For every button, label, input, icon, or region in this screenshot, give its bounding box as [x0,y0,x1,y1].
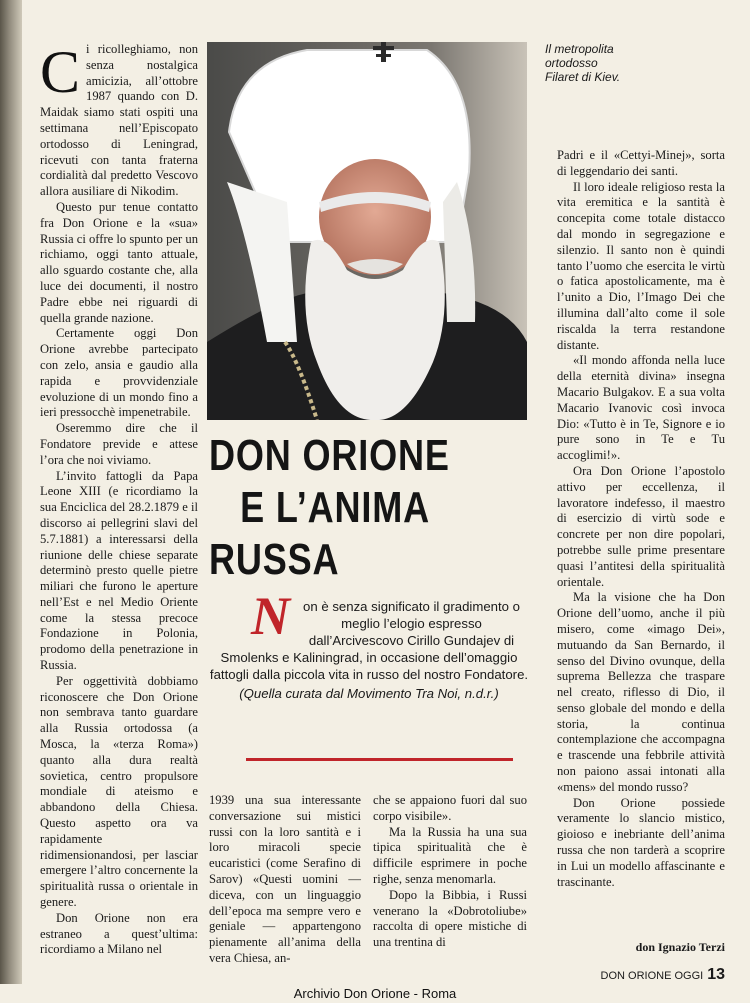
paragraph: L’invito fattogli da Papa Leone XIII (e ricordiamo la sua Enciclica del 28.2.1879 e il discorso ai pellegrini slavi del 5.7.1881) a interessarsi della riunione delle chiese separate determinò presto quelle pietre miliari che furono le aperture nell’Est e nel Medio Oriente come la stessa precoce Fondazione in Polonia, prodomo della penetrazione in Russia. [40,468,198,673]
paragraph: Questo pur tenue contatto fra Don Orione e la «sua» Russia ci offre lo spunto per un richiamo, oggi tanto attuale, allo sguardo costante che, alla luce dei documenti, il nostro Padre ebbe nei riguardi di quella grande nazione. [40,199,198,325]
paragraph: Don Orione non era estraneo a quest’ultima: ricordiamo a Milano nel [40,910,198,957]
paragraph: Ora Don Orione l’apostolo attivo per eccellenza, il lavoratore indefesso, il maestro di esercizio di virtù sode e concrete per non dire popolari, potrebbe sulle prime presentare quasi l’antitesi della spiritualità orientale. [557,463,725,589]
paragraph: Certamente oggi Don Orione avrebbe partecipato con zelo, ansia e gaudio alla rapida e provvidenziale evoluzione di un mondo fino a ieri pressocchè impenetrabile. [40,326,198,420]
intro-note: (Quella curata dal Movimento Tra Noi, n.d.r.) [239,686,499,701]
intro-initial: N [251,586,290,646]
paragraph: Padri e il «Cettyi-Minej», sorta di leggendario dei santi. [557,148,725,178]
page-number: 13 [707,966,725,983]
article-column-1 [40,39,198,958]
paragraph: Don Orione possiede veramente lo slancio mistico, gioioso e inebriante dell’anima russa che non tarderà a scoprire in Lui un modello affascinante e trascinante. [557,795,725,889]
paragraph: 1939 una sua interessante conversazione sui mistici russi con la loro santità e i loro miracoli specie eucaristici (come Serafino di Sarov) «Questi uomini — diceva, con un linguaggio dell’epoca ma sempre vero e geniale — appartengono pienamente all’anima della vera Chiesa, an- [209,793,361,965]
paragraph: «Il mondo affonda nella luce della eternità divina» insegna Macario Bulgakov. E a sua volta Macario Ivanovic così invoca Dio: «Tutto è in Te, Signore e io pure sono in Te e Tu accoglimi!». [557,353,725,463]
article-column-2 [209,793,361,967]
photo-caption: Il metropolita ortodosso Filaret di Kiev. [545,42,621,84]
article-title: DON ORIONE E L’ANIMA RUSSA [209,431,450,584]
article-column-3 [373,793,527,951]
article-intro [209,586,529,702]
paragraph: Il loro ideale religioso resta la vita eremitica e la santità è concepita come totale distacco dal mondo in segregazione e silenzio. Il santo non è quindi tanto l’uomo che esercita le virtù o fatica apostolicamente, ma è l’unito a Dio, l’Imago Dei che illumina dall’alto come il sole riscalda la terra restandone distante. [557,179,725,352]
page-binding-edge [0,0,22,1003]
red-divider [246,758,513,761]
paragraph: Ma la Russia ha una sua tipica spiritualità che è difficile esprimere in poche righe, senza menomarla. [373,824,527,886]
page-footer [590,966,725,984]
magazine-name: DON ORIONE OGGI [600,970,704,982]
article-column-4 [557,148,725,890]
paragraph: Per oggettività dobbiamo riconoscere che Don Orione non sembrava tanto guardare alla Russia ortodossa (a Mosca, la «terza Roma») quanto alla dura realtà sovietica, centro propulsore mondiale di ateismo e abbandono della Chiesa. Questo aspetto ora va rapidamente ridimensionandosi, per lasciar emergere l’altro concernente la spiritualità russa o orientale in genere. [40,673,198,910]
paragraph: Ma la visione che ha Don Orione dell’uomo, anche il più misero, come «imago Dei», mutuando da San Bernardo, il senso del Divino ovunque, della suprema Bellezza che traspare nel creato, riflesso di Dio, il senso globale del mondo e della storia, la continua contemplazione che accompagna e trascende una febbrile attività non paiono assai intonati alla «mens» del mondo russo? [557,590,725,794]
paragraph: Dopo la Bibbia, i Russi venerano la «Dobrotoliube» raccolta di opere mistiche di una trentina di [373,887,527,950]
paragraph: Oseremmo dire che il Fondatore previde e attese l’ora che noi viviamo. [40,421,198,467]
metropolitan-portrait-photo [207,42,527,420]
intro-text: on è senza significato il gradimento o meglio l’elogio espresso dall’Arcivescovo Cirillo Gundajev di Smolenks e Kaliningrad, in occasione dell’omaggio fattogli dalla piccola vita in russo del nostro Fondatore. [209,599,529,682]
archive-watermark: Archivio Don Orione - Roma [0,984,750,1003]
paragraph: Ci ricolleghiamo, non senza nostalgica amicizia, all’ottobre 1987 quando con D. Maidak siamo stati ospiti una settimana nell’Episcopato ortodosso di Leningrad, ricevuti con tanta fraterna cordialità dal predetto Vescovo allora ausiliare di Nikodim. [40,39,198,199]
author-signature: don Ignazio Terzi [635,940,725,954]
paragraph: che se appaiono fuori dal suo corpo visibile». [373,793,527,823]
drop-cap: C [40,39,81,105]
